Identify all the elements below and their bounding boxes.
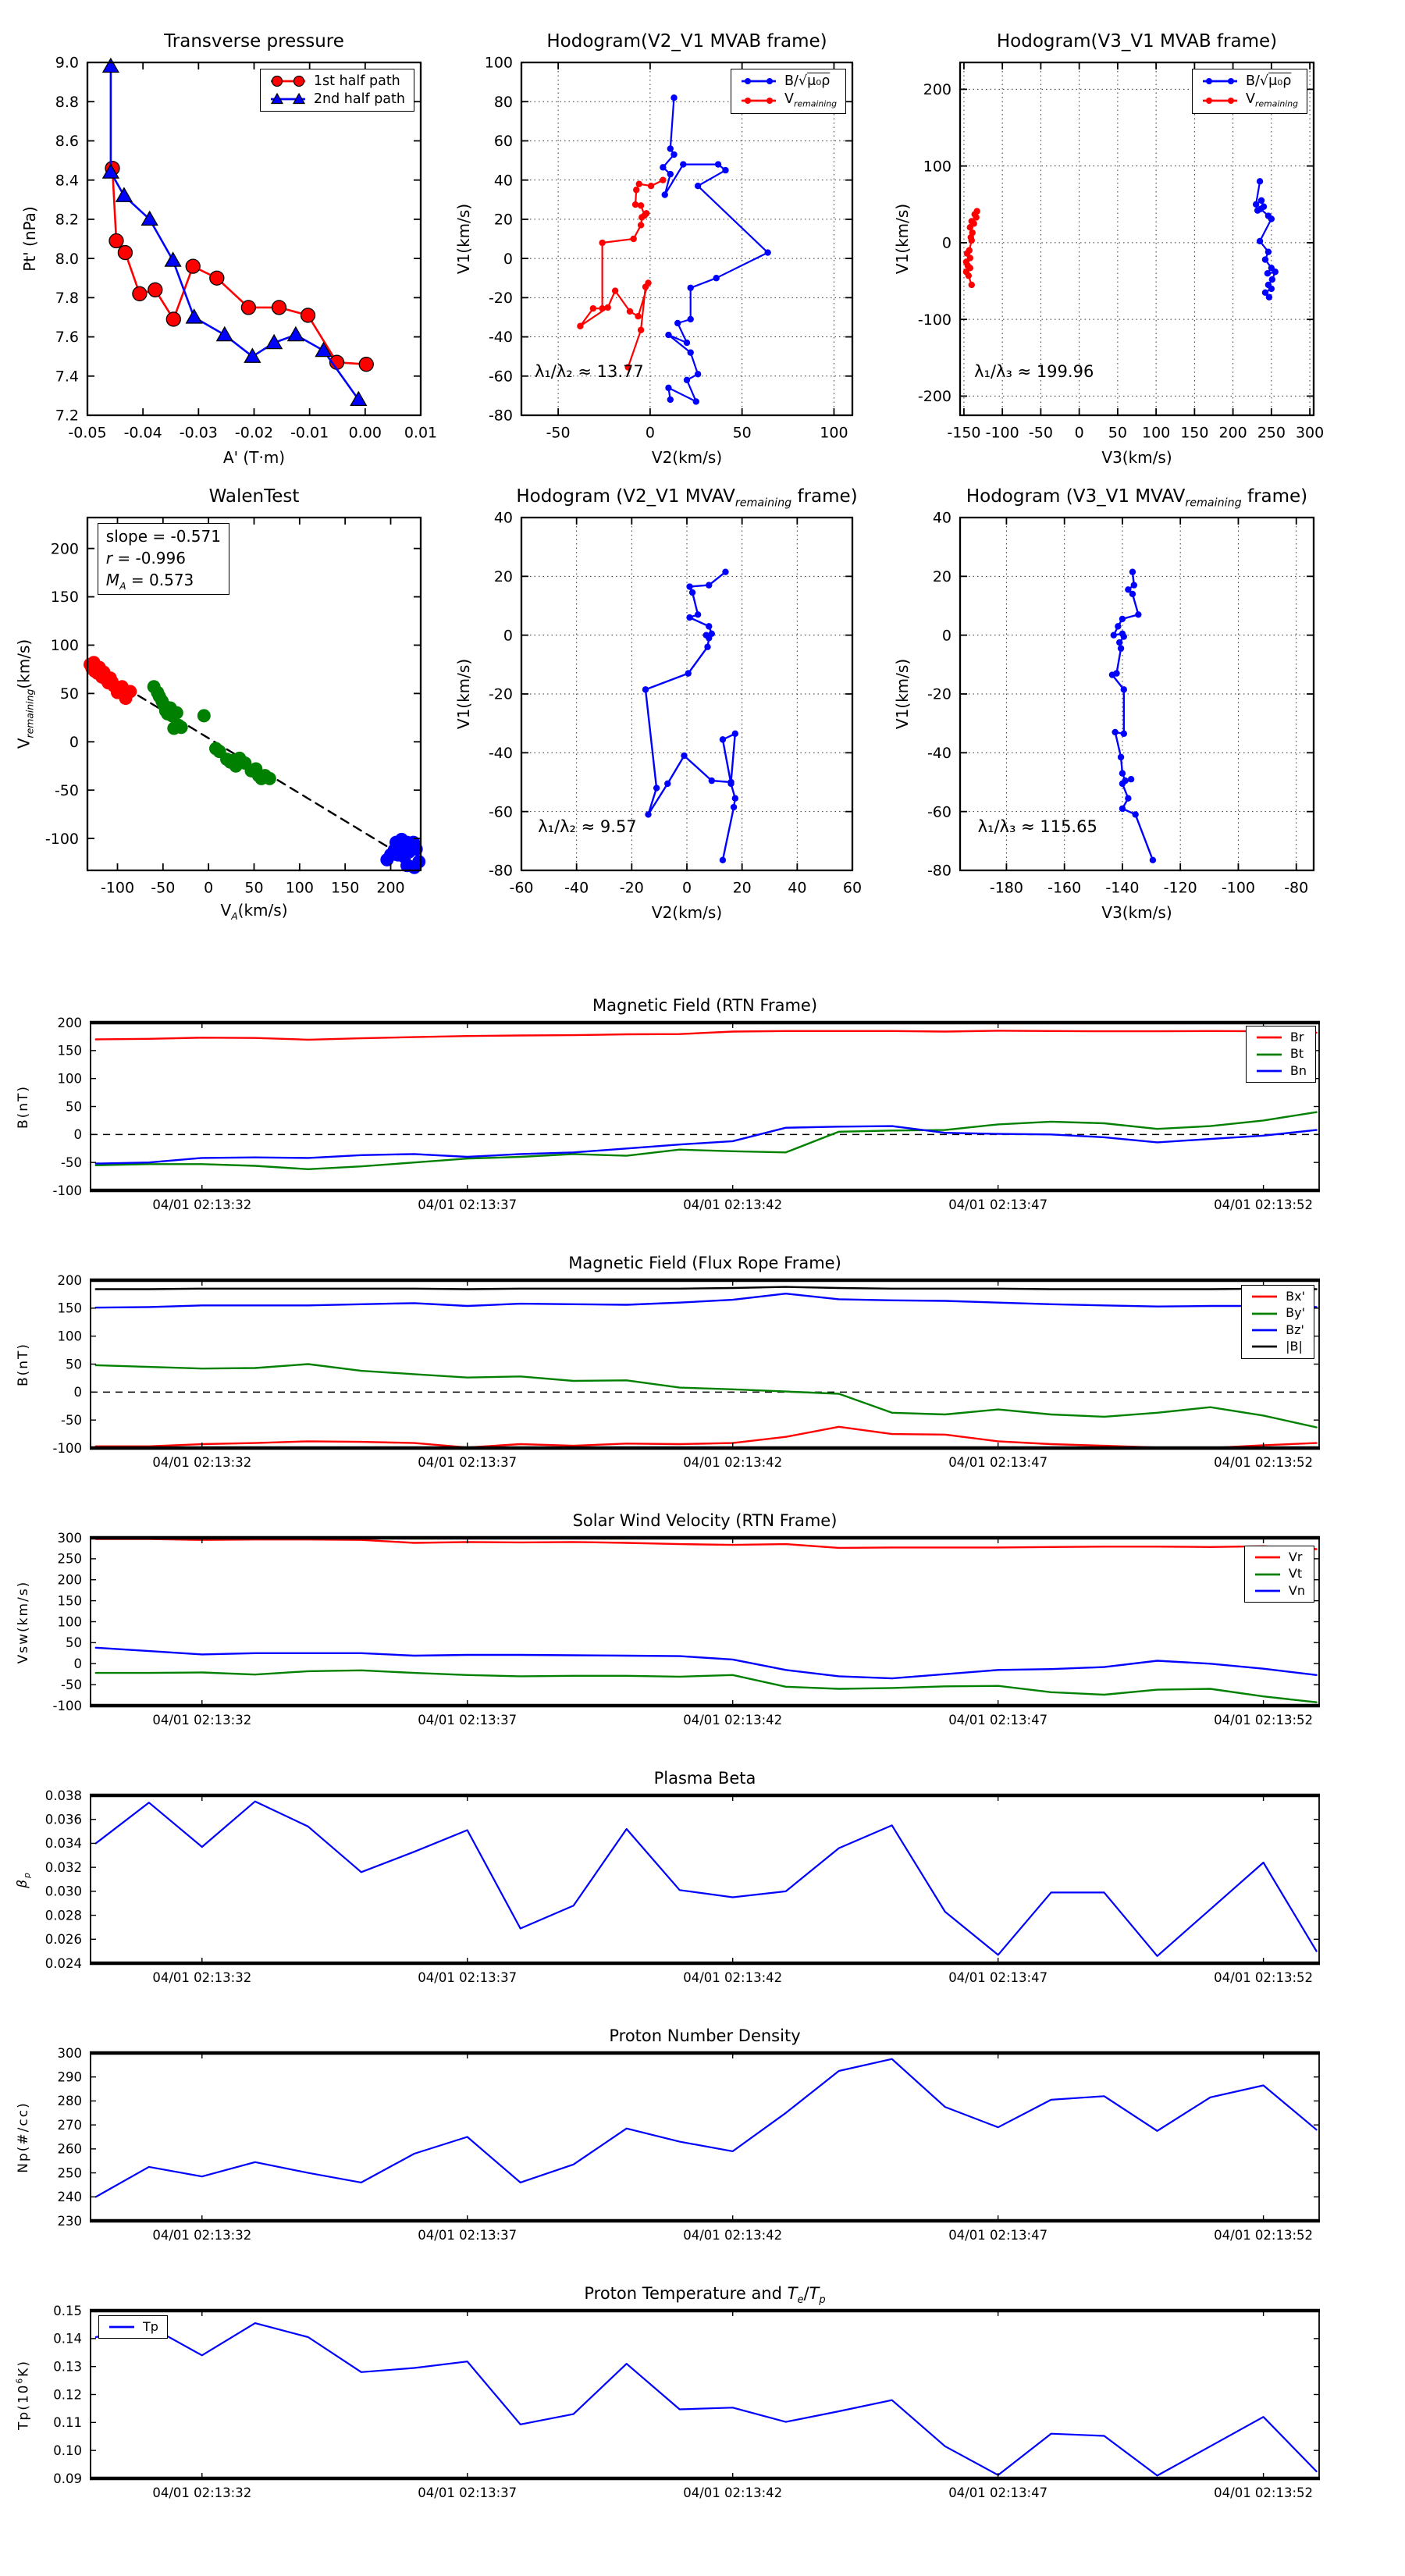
legend-label: B/√μ₀ρ [784, 73, 831, 89]
svg-text:-20: -20 [488, 289, 513, 307]
blue-line-icon [108, 2321, 136, 2333]
svg-text:0.14: 0.14 [53, 2331, 82, 2347]
legend-entry [1254, 1584, 1305, 1598]
svg-text:04/01 02:13:52: 04/01 02:13:52 [1214, 1455, 1314, 1470]
svg-text:04/01 02:13:42: 04/01 02:13:42 [683, 2228, 783, 2243]
legend-label: $V_{remaining}$ [784, 91, 837, 109]
svg-text:04/01 02:13:37: 04/01 02:13:37 [418, 1713, 518, 1727]
svg-text:250: 250 [57, 2165, 82, 2181]
legend-entry [1255, 1064, 1307, 1078]
legend-entry [1250, 1323, 1305, 1337]
x-axis-label: $V_A(km/s)$ [220, 901, 288, 922]
svg-text:04/01 02:13:42: 04/01 02:13:42 [683, 1970, 783, 1985]
svg-text:260: 260 [57, 2141, 82, 2157]
svg-text:-50: -50 [546, 424, 571, 442]
legend-label: Vt [1288, 1566, 1303, 1582]
svg-text:100: 100 [285, 879, 314, 897]
svg-text:04/01 02:13:37: 04/01 02:13:37 [418, 2485, 518, 2500]
svg-text:60: 60 [842, 879, 863, 897]
svg-text:40: 40 [788, 879, 807, 897]
svg-text:0: 0 [69, 733, 79, 751]
lambda-annotation: λ₁/λ₃ ≈ 199.96 [974, 362, 1094, 382]
svg-text:04/01 02:13:37: 04/01 02:13:37 [418, 1455, 518, 1470]
svg-text:100: 100 [820, 424, 848, 442]
svg-text:300: 300 [1295, 424, 1325, 442]
svg-text:250: 250 [1257, 424, 1286, 442]
svg-text:-50: -50 [151, 879, 176, 897]
svg-text:200: 200 [57, 1272, 82, 1288]
panel-proton-temperature [15, 2284, 1319, 2500]
svg-text:04/01 02:13:47: 04/01 02:13:47 [948, 2228, 1048, 2243]
red-dot-line-icon [1201, 94, 1239, 107]
legend-label: Tp [143, 2319, 158, 2334]
svg-text:300: 300 [57, 1530, 82, 1546]
svg-text:-100: -100 [52, 1698, 82, 1713]
legend-entry [1250, 1306, 1305, 1320]
svg-text:9.0: 9.0 [55, 54, 79, 72]
svg-text:0.028: 0.028 [44, 1908, 82, 1923]
legend-label: Bn [1289, 1062, 1307, 1078]
svg-text:0.13: 0.13 [53, 2359, 82, 2375]
panel-title: Hodogram(V2_V1 MVAB frame) [546, 31, 827, 52]
svg-text:50: 50 [1108, 424, 1127, 442]
blue-dot-line-icon [740, 75, 777, 87]
svg-text:0.12: 0.12 [53, 2387, 82, 2403]
svg-text:8.8: 8.8 [55, 93, 79, 111]
svg-text:04/01 02:13:52: 04/01 02:13:52 [1214, 2228, 1314, 2243]
svg-text:-100: -100 [985, 424, 1019, 442]
legend-label: B/√μ₀ρ [1246, 73, 1292, 89]
svg-text:0.11: 0.11 [53, 2415, 82, 2431]
svg-text:-50: -50 [1028, 424, 1053, 442]
svg-text:0.01: 0.01 [404, 424, 438, 442]
panel-hodogram-v2v1-mvav [454, 486, 863, 922]
legend-label: 1st half path [313, 73, 400, 89]
svg-text:-100: -100 [1221, 879, 1256, 897]
y-axis-label: Pt' (nPa) [20, 206, 39, 272]
svg-text:150: 150 [50, 589, 79, 607]
svg-text:40: 40 [493, 172, 513, 190]
svg-text:-20: -20 [619, 879, 644, 897]
svg-text:-100: -100 [100, 879, 135, 897]
svg-text:-0.02: -0.02 [234, 424, 274, 442]
svg-text:-60: -60 [927, 803, 951, 821]
svg-text:7.2: 7.2 [55, 407, 79, 425]
x-axis-label: V3(km/s) [1101, 903, 1172, 922]
svg-text:0.00: 0.00 [348, 424, 382, 442]
panel-magnetic-field-flux-rope [16, 1254, 1319, 1470]
green-line-icon [1254, 1568, 1282, 1581]
legend-label: Bt [1289, 1046, 1304, 1062]
svg-text:04/01 02:13:37: 04/01 02:13:37 [418, 1970, 518, 1985]
x-axis-label: A' (T·m) [222, 448, 286, 467]
svg-text:20: 20 [493, 211, 513, 229]
legend-label: Vr [1288, 1550, 1303, 1564]
panel-title: Proton Temperature and $T_e/T_p$ [584, 2284, 826, 2307]
black-line-icon [1250, 1340, 1279, 1353]
svg-text:04/01 02:13:47: 04/01 02:13:47 [948, 2485, 1048, 2500]
panel-hodogram-v3v1-mvav [893, 486, 1314, 922]
svg-text:20: 20 [732, 879, 752, 897]
panel-hodogram-v3v1-mvab [893, 31, 1325, 467]
y-axis-label: Np(#/cc) [16, 2101, 31, 2173]
svg-text:20: 20 [493, 568, 513, 585]
plot-area-p10 [44, 1788, 1319, 1985]
svg-text:04/01 02:13:52: 04/01 02:13:52 [1214, 1970, 1314, 1985]
svg-text:-50: -50 [61, 1412, 82, 1428]
svg-text:0.026: 0.026 [44, 1932, 82, 1948]
svg-text:100: 100 [484, 54, 513, 72]
legend-entry [1254, 1550, 1305, 1564]
svg-text:04/01 02:13:47: 04/01 02:13:47 [948, 1455, 1048, 1470]
panel-magnetic-field-rtn [16, 996, 1319, 1212]
legend-p12 [98, 2315, 168, 2339]
y-axis-label: V1(km/s) [454, 203, 473, 275]
svg-text:200: 200 [57, 1572, 82, 1588]
stats-box: slope = -0.571 r = -0.996 $M_A = 0.573$ [98, 523, 229, 595]
svg-text:-80: -80 [927, 862, 951, 880]
svg-text:04/01 02:13:37: 04/01 02:13:37 [418, 2228, 518, 2243]
svg-text:-180: -180 [989, 879, 1023, 897]
legend-label: By' [1286, 1305, 1305, 1321]
panel-title: Solar Wind Velocity (RTN Frame) [572, 1511, 838, 1530]
svg-text:200: 200 [1218, 424, 1247, 442]
green-line-icon [1255, 1048, 1283, 1061]
svg-text:200: 200 [50, 540, 79, 558]
panel-title: Magnetic Field (Flux Rope Frame) [568, 1254, 841, 1272]
svg-text:50: 50 [732, 424, 752, 442]
plot-area-p12 [53, 2303, 1319, 2500]
svg-text:-20: -20 [927, 685, 951, 703]
svg-text:-40: -40 [488, 329, 513, 347]
svg-text:50: 50 [244, 879, 264, 897]
svg-text:-100: -100 [917, 311, 951, 329]
blue-dot-line-icon [1201, 75, 1239, 87]
svg-text:-60: -60 [488, 803, 513, 821]
panel-title: Plasma Beta [653, 1769, 756, 1788]
svg-text:0: 0 [73, 1656, 82, 1672]
svg-text:-100: -100 [52, 1183, 82, 1198]
panel-plasma-beta [14, 1769, 1319, 1985]
svg-text:0: 0 [73, 1385, 82, 1400]
svg-text:0.034: 0.034 [44, 1836, 82, 1852]
panel-proton-density [16, 2026, 1319, 2243]
svg-text:200: 200 [57, 1015, 82, 1030]
plot-area-p1 [55, 54, 438, 442]
green-line-icon [1250, 1308, 1279, 1320]
svg-text:250: 250 [57, 1551, 82, 1567]
svg-text:270: 270 [57, 2117, 82, 2133]
legend-entry [740, 73, 837, 89]
legend-label: |B| [1286, 1339, 1303, 1354]
blue-triangle-marker-icon [269, 93, 307, 105]
panel-title: Hodogram (V2_V1 $MVAV_{remaining}$ frame) [516, 486, 858, 510]
y-axis-label: Vsw(km/s) [16, 1580, 31, 1663]
svg-text:04/01 02:13:32: 04/01 02:13:32 [152, 1455, 252, 1470]
svg-text:0: 0 [204, 879, 214, 897]
svg-text:8.2: 8.2 [55, 211, 79, 229]
panel-walen-test [14, 486, 421, 922]
svg-text:-40: -40 [564, 879, 589, 897]
svg-text:8.6: 8.6 [55, 133, 79, 151]
legend-entry [108, 2320, 158, 2334]
svg-text:04/01 02:13:37: 04/01 02:13:37 [418, 1197, 518, 1212]
svg-text:50: 50 [66, 1099, 82, 1115]
svg-text:100: 100 [57, 1614, 82, 1630]
svg-text:50: 50 [66, 1635, 82, 1651]
legend-p3 [1192, 69, 1307, 114]
svg-text:-0.04: -0.04 [123, 424, 162, 442]
svg-text:-50: -50 [61, 1677, 82, 1692]
svg-text:-50: -50 [61, 1155, 82, 1170]
svg-text:50: 50 [66, 1357, 82, 1372]
blue-line-icon [1254, 1585, 1282, 1597]
legend-entry [269, 91, 405, 107]
legend-entry [1254, 1567, 1305, 1581]
panel-title: Hodogram(V3_V1 MVAB frame) [996, 31, 1278, 52]
svg-text:-150: -150 [947, 424, 981, 442]
svg-text:-40: -40 [488, 744, 513, 762]
svg-text:-100: -100 [52, 1440, 82, 1456]
svg-text:0: 0 [1074, 424, 1084, 442]
svg-text:300: 300 [57, 2045, 82, 2061]
svg-text:290: 290 [57, 2069, 82, 2085]
svg-text:8.4: 8.4 [55, 172, 79, 190]
svg-text:-0.01: -0.01 [290, 424, 329, 442]
svg-text:50: 50 [59, 685, 79, 703]
svg-text:40: 40 [932, 509, 951, 527]
legend-p7 [1246, 1026, 1316, 1083]
y-axis-label: $V_{remaining}(km/s)$ [14, 639, 36, 749]
svg-text:-60: -60 [509, 879, 534, 897]
lambda-annotation: λ₁/λ₃ ≈ 115.65 [977, 817, 1097, 837]
svg-text:04/01 02:13:47: 04/01 02:13:47 [948, 1197, 1048, 1212]
svg-text:150: 150 [57, 1300, 82, 1316]
svg-text:0: 0 [681, 879, 692, 897]
y-axis-label: B(nT) [16, 1084, 31, 1129]
y-axis-label: V1(km/s) [893, 658, 912, 730]
svg-text:100: 100 [1141, 424, 1171, 442]
svg-text:280: 280 [57, 2094, 82, 2109]
svg-text:04/01 02:13:32: 04/01 02:13:32 [152, 1713, 252, 1727]
svg-text:-100: -100 [44, 830, 79, 848]
legend-entry [740, 91, 837, 109]
svg-text:-0.03: -0.03 [179, 424, 218, 442]
svg-text:04/01 02:13:52: 04/01 02:13:52 [1214, 1197, 1314, 1212]
plot-area-p9 [52, 1530, 1319, 1727]
blue-line-icon [1250, 1324, 1279, 1336]
svg-text:04/01 02:13:42: 04/01 02:13:42 [683, 1455, 783, 1470]
svg-text:04/01 02:13:52: 04/01 02:13:52 [1214, 2485, 1314, 2500]
red-line-icon [1254, 1551, 1282, 1564]
svg-text:230: 230 [57, 2213, 82, 2229]
svg-text:-160: -160 [1048, 879, 1082, 897]
svg-text:100: 100 [57, 1071, 82, 1087]
svg-text:0.032: 0.032 [44, 1859, 82, 1875]
y-axis-label: B(nT) [16, 1342, 31, 1386]
svg-text:04/01 02:13:52: 04/01 02:13:52 [1214, 1713, 1314, 1727]
legend-entry [269, 73, 405, 89]
svg-text:8.0: 8.0 [55, 250, 79, 268]
svg-text:100: 100 [57, 1329, 82, 1344]
svg-text:7.4: 7.4 [55, 368, 79, 386]
legend-p2 [731, 69, 846, 114]
legend-label: Bx' [1286, 1289, 1305, 1304]
legend-entry [1250, 1340, 1305, 1354]
svg-text:-200: -200 [917, 388, 951, 406]
svg-text:20: 20 [932, 568, 951, 585]
svg-text:-120: -120 [1163, 879, 1197, 897]
svg-text:0: 0 [503, 250, 513, 268]
svg-text:04/01 02:13:47: 04/01 02:13:47 [948, 1713, 1048, 1727]
svg-text:0.024: 0.024 [44, 1955, 82, 1971]
legend-label: Vn [1288, 1582, 1305, 1598]
y-axis-label: $Tp(10^6K)$ [15, 2359, 32, 2430]
legend-label: $V_{remaining}$ [1246, 91, 1298, 109]
y-axis-label: V1(km/s) [454, 658, 473, 730]
svg-text:-20: -20 [488, 685, 513, 703]
red-circle-marker-icon [269, 75, 307, 87]
svg-text:200: 200 [923, 81, 951, 99]
legend-entry [1255, 1047, 1307, 1061]
legend-label: Br [1289, 1030, 1304, 1044]
svg-text:0.030: 0.030 [44, 1884, 82, 1899]
svg-text:80: 80 [493, 93, 513, 111]
legend-label: 2nd half path [313, 91, 405, 108]
svg-text:150: 150 [1180, 424, 1209, 442]
red-line-icon [1250, 1290, 1279, 1303]
svg-text:40: 40 [493, 509, 513, 527]
svg-text:0.038: 0.038 [44, 1788, 82, 1803]
svg-text:100: 100 [50, 637, 79, 655]
svg-text:-50: -50 [54, 781, 79, 799]
svg-text:04/01 02:13:42: 04/01 02:13:42 [683, 1197, 783, 1212]
svg-text:04/01 02:13:42: 04/01 02:13:42 [683, 2485, 783, 2500]
x-axis-label: V2(km/s) [651, 903, 723, 922]
svg-text:200: 200 [376, 879, 405, 897]
panel-title: Magnetic Field (RTN Frame) [592, 996, 818, 1015]
y-axis-label: V1(km/s) [893, 203, 912, 275]
y-axis-label: $\beta_p$ [14, 1870, 33, 1888]
panel-title: WalenTest [208, 486, 300, 507]
svg-text:0: 0 [645, 424, 655, 442]
legend-p9 [1244, 1546, 1314, 1603]
svg-text:100: 100 [923, 158, 951, 176]
panel-title: Hodogram (V3_V1 $MVAV_{remaining}$ frame) [966, 486, 1308, 510]
legend-entry [1250, 1290, 1305, 1304]
legend-label: Bz' [1286, 1322, 1304, 1337]
svg-text:150: 150 [57, 1593, 82, 1609]
svg-text:-80: -80 [488, 862, 513, 880]
panel-transverse-pressure [20, 31, 438, 467]
svg-text:-40: -40 [927, 744, 951, 762]
legend-entry [1201, 73, 1298, 89]
svg-text:04/01 02:13:47: 04/01 02:13:47 [948, 1970, 1048, 1985]
svg-text:04/01 02:13:32: 04/01 02:13:32 [152, 1970, 252, 1985]
panel-solar-wind-velocity [16, 1511, 1319, 1727]
plot-area-p8 [52, 1272, 1319, 1470]
svg-text:04/01 02:13:32: 04/01 02:13:32 [152, 2485, 252, 2500]
panel-title: Proton Number Density [609, 2026, 801, 2045]
svg-text:-0.05: -0.05 [68, 424, 107, 442]
legend-p1 [260, 69, 414, 112]
svg-text:0.15: 0.15 [53, 2303, 82, 2318]
plot-area-p7 [52, 1015, 1319, 1212]
svg-text:-60: -60 [488, 368, 513, 386]
svg-text:7.8: 7.8 [55, 289, 79, 307]
x-axis-label: V3(km/s) [1101, 448, 1172, 467]
svg-text:0.09: 0.09 [53, 2471, 82, 2486]
svg-text:150: 150 [57, 1043, 82, 1059]
panel-title: Transverse pressure [164, 31, 344, 52]
blue-line-icon [1255, 1065, 1283, 1077]
red-dot-line-icon [740, 94, 777, 107]
svg-text:04/01 02:13:42: 04/01 02:13:42 [683, 1713, 783, 1727]
svg-text:0.10: 0.10 [53, 2443, 82, 2458]
svg-text:04/01 02:13:32: 04/01 02:13:32 [152, 1197, 252, 1212]
lambda-annotation: λ₁/λ₂ ≈ 13.77 [534, 362, 644, 382]
svg-text:0: 0 [73, 1127, 82, 1143]
red-line-icon [1255, 1031, 1283, 1044]
svg-text:-80: -80 [488, 407, 513, 425]
plot-area-p11 [57, 2045, 1319, 2243]
svg-text:150: 150 [331, 879, 360, 897]
svg-text:7.6: 7.6 [55, 329, 79, 347]
svg-text:04/01 02:13:32: 04/01 02:13:32 [152, 2228, 252, 2243]
svg-text:-140: -140 [1105, 879, 1140, 897]
svg-text:0: 0 [941, 234, 951, 252]
panel-hodogram-v2v1-mvab [454, 31, 852, 467]
svg-text:-80: -80 [1284, 879, 1309, 897]
svg-text:0: 0 [941, 627, 951, 645]
legend-entry [1201, 91, 1298, 109]
svg-text:0: 0 [503, 627, 513, 645]
svg-text:0.036: 0.036 [44, 1812, 82, 1827]
legend-entry [1255, 1030, 1307, 1044]
legend-p8 [1241, 1285, 1314, 1359]
lambda-annotation: λ₁/λ₂ ≈ 9.57 [538, 817, 637, 837]
svg-text:60: 60 [493, 133, 513, 151]
svg-text:240: 240 [57, 2190, 82, 2205]
x-axis-label: V2(km/s) [651, 448, 723, 467]
